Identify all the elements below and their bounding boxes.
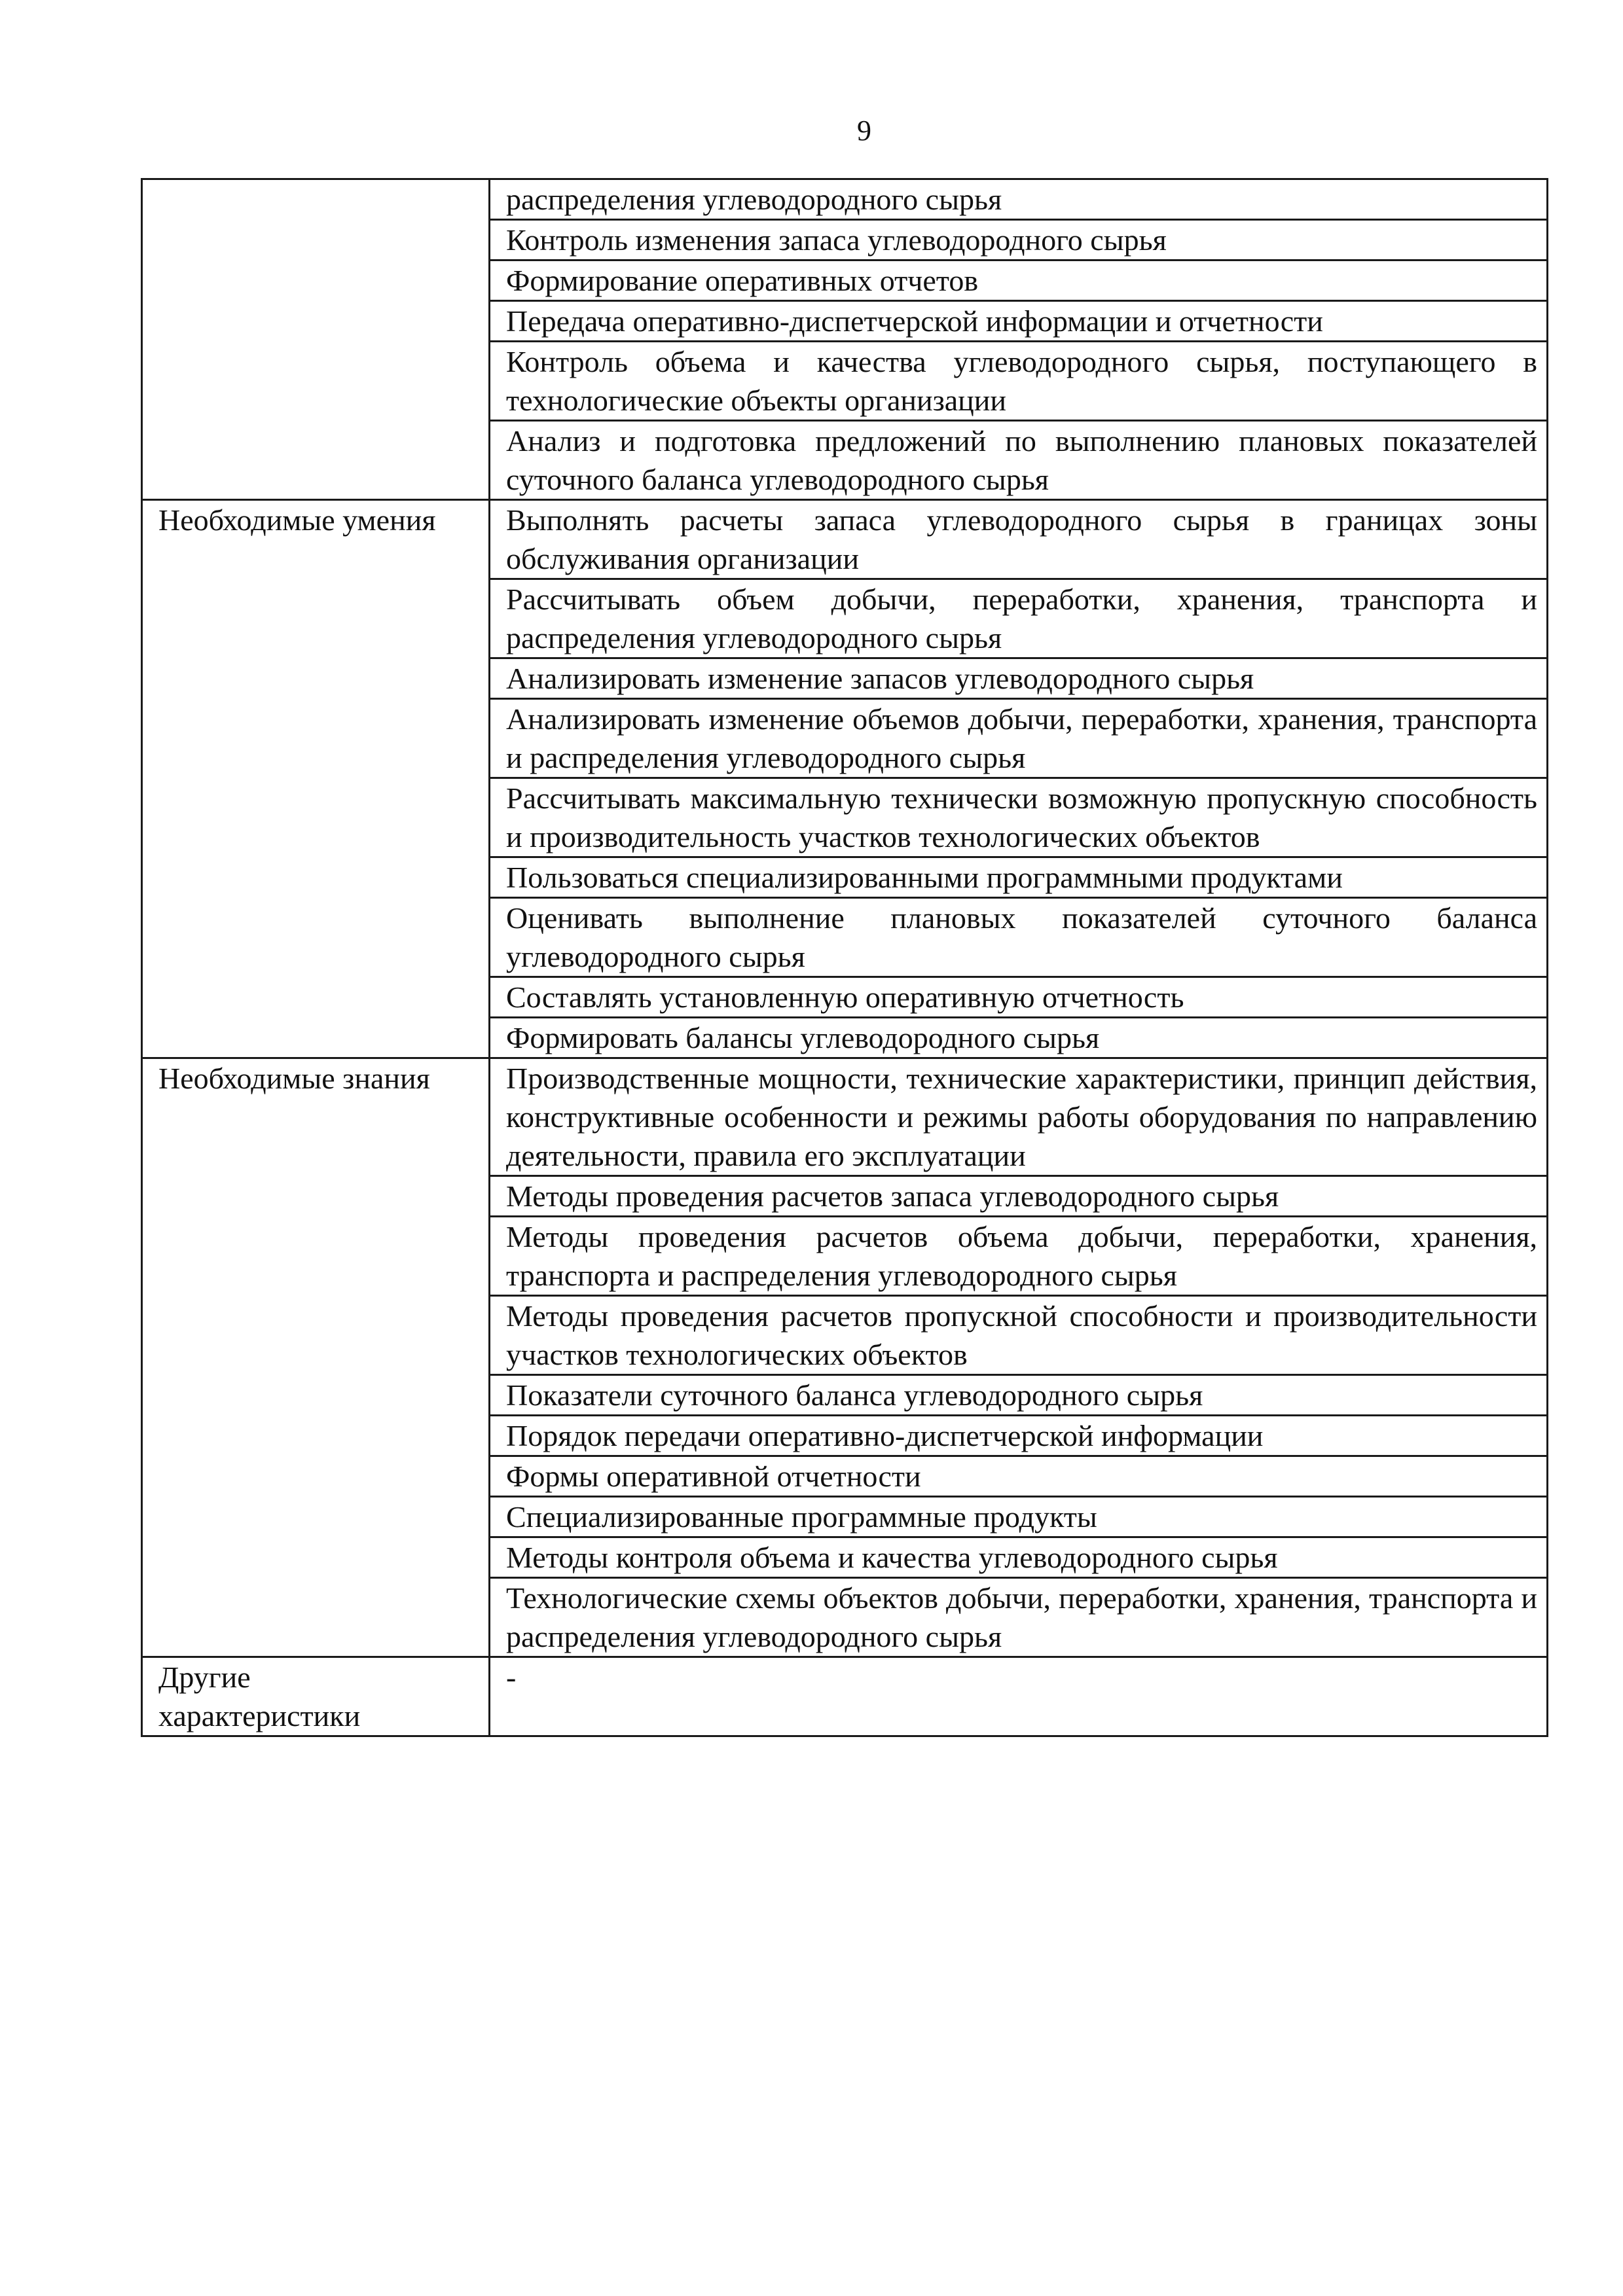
left-cell-empty [142, 179, 490, 500]
table-cell: Анализ и подготовка предложений по выполнению плановых показателей суточного баланса углеводородного сырья [490, 421, 1548, 500]
table-cell: Формировать балансы углеводородного сырья [490, 1018, 1548, 1058]
knowledge-label: Необходимые знания [158, 1062, 430, 1095]
skills-label: Необходимые умения [158, 503, 436, 537]
table-cell: Пользоваться специализированными программными продуктами [490, 857, 1548, 898]
table-cell: Передача оперативно-диспетчерской информации и отчетности [490, 301, 1548, 342]
skills-label-cell [142, 500, 490, 1058]
table-cell: Оценивать выполнение плановых показателей суточного баланса углеводородного сырья [490, 898, 1548, 977]
table-cell: Методы проведения расчетов пропускной способности и производительности участков технологических объектов [490, 1296, 1548, 1375]
table-cell: Методы проведения расчетов запаса углеводородного сырья [490, 1176, 1548, 1217]
table-cell: Контроль изменения запаса углеводородного сырья [490, 220, 1548, 260]
table-cell: Составлять установленную оперативную отчетность [490, 977, 1548, 1018]
table-cell: Формы оперативной отчетности [490, 1456, 1548, 1497]
table-cell: Специализированные программные продукты [490, 1497, 1548, 1537]
table-row [142, 500, 1548, 579]
qualification-table [141, 178, 1548, 1737]
table-cell: Выполнять расчеты запаса углеводородного сырья в границах зоны обслуживания организации [490, 500, 1548, 579]
table-cell: Порядок передачи оперативно-диспетчерской информации [490, 1416, 1548, 1456]
table-cell: Анализировать изменение запасов углеводородного сырья [490, 658, 1548, 699]
table-cell: Методы проведения расчетов объема добычи, переработки, хранения, транспорта и распределения углеводородного сырья [490, 1217, 1548, 1296]
table-row [142, 1058, 1548, 1176]
other-label: Другие характеристики [158, 1660, 361, 1732]
other-value: - [506, 1660, 517, 1694]
table-cell: Методы контроля объема и качества углеводородного сырья [490, 1537, 1548, 1578]
other-label-cell [142, 1657, 490, 1736]
table-row [142, 1657, 1548, 1736]
table-cell: Показатели суточного баланса углеводородного сырья [490, 1375, 1548, 1416]
table-cell: Формирование оперативных отчетов [490, 260, 1548, 301]
page-number: 9 [857, 115, 871, 147]
table-cell: Рассчитывать максимальную технически возможную пропускную способность и производительность участков технологических объектов [490, 778, 1548, 857]
table-cell: Технологические схемы объектов добычи, переработки, хранения, транспорта и распределения углеводородного сырья [490, 1578, 1548, 1657]
knowledge-label-cell [142, 1058, 490, 1657]
table-cell: Контроль объема и качества углеводородного сырья, поступающего в технологические объекты организации [490, 342, 1548, 421]
table-cell: Рассчитывать объем добычи, переработки, хранения, транспорта и распределения углеводородного сырья [490, 579, 1548, 658]
table-row [142, 179, 1548, 220]
table-cell: распределения углеводородного сырья [490, 179, 1548, 220]
table-cell: Анализировать изменение объемов добычи, переработки, хранения, транспорта и распределения углеводородного сырья [490, 699, 1548, 778]
table-cell: Производственные мощности, технические характеристики, принцип действия, конструктивные особенности и режимы работы оборудования по направлению деятельности, правила его эксплуатации [490, 1058, 1548, 1176]
table-cell [490, 1657, 1548, 1736]
